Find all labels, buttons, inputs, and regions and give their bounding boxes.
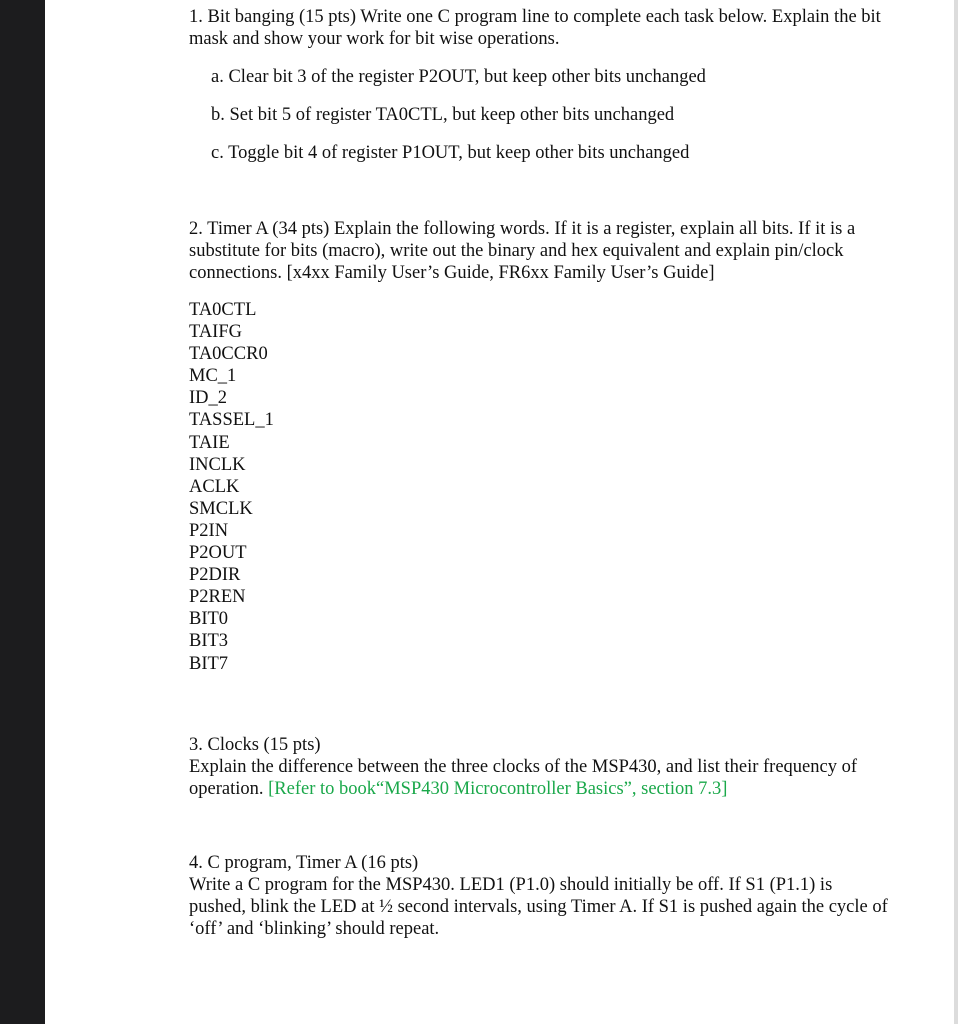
question-1-item-c: c. Toggle bit 4 of register P1OUT, but keep other bits unchanged bbox=[211, 143, 690, 163]
question-3-heading: 3. Clocks (15 pts) bbox=[189, 734, 321, 755]
question-3-text: Explain the difference between the three clocks of the MSP430, and list their frequency of operation. bbox=[189, 756, 858, 799]
term-item: BIT7 bbox=[189, 653, 229, 674]
term-item: INCLK bbox=[189, 454, 246, 475]
question-1-item-b: b. Set bit 5 of register TA0CTL, but keep other bits unchanged bbox=[211, 105, 675, 125]
term-item: TASSEL_1 bbox=[189, 410, 274, 431]
question-4-heading: 4. C program, Timer A (16 pts) bbox=[189, 852, 419, 873]
term-list bbox=[189, 299, 889, 675]
term-item: BIT0 bbox=[189, 609, 229, 630]
term-item: TA0CTL bbox=[189, 300, 257, 320]
term-item: P2OUT bbox=[189, 543, 247, 564]
term-item: TA0CCR0 bbox=[189, 344, 268, 365]
question-4 bbox=[189, 852, 889, 940]
question-3-body bbox=[189, 756, 889, 800]
term-item: MC_1 bbox=[189, 366, 237, 387]
term-item: TAIFG bbox=[189, 322, 242, 343]
document-page bbox=[189, 5, 889, 940]
question-1-heading: 1. Bit banging (15 pts) Write one C program line to complete each task below. Explain the bit mask and show your work for bit wise operations. bbox=[189, 7, 881, 49]
term-item: BIT3 bbox=[189, 631, 229, 652]
term-item: P2IN bbox=[189, 520, 229, 541]
question-3-reference: [Refer to book“MSP430 Microcontroller Basics”, section 7.3] bbox=[268, 778, 728, 799]
left-dark-margin bbox=[0, 0, 45, 1024]
term-item: SMCLK bbox=[189, 498, 253, 519]
question-2-heading: 2. Timer A (34 pts) Explain the following words. If it is a register, explain all bits. If it is a substitute for bits (macro), write out the binary and hex equivalent and explain pin/clock connections. [x4xx Family User’s Guide, FR6xx Family User’s Guide] bbox=[189, 219, 856, 283]
right-page-edge bbox=[954, 0, 958, 1024]
question-3 bbox=[189, 734, 889, 800]
question-2 bbox=[189, 218, 889, 675]
term-item: TAIE bbox=[189, 432, 230, 453]
question-4-body: Write a C program for the MSP430. LED1 (P1.0) should initially be off. If S1 (P1.1) is pushed, blink the LED at ½ second intervals, using Timer A. If S1 is pushed again the cycle of ‘off’ and ‘blinking’ should repeat. bbox=[189, 874, 888, 939]
term-item: P2REN bbox=[189, 587, 246, 608]
term-item: ACLK bbox=[189, 476, 240, 497]
term-item: ID_2 bbox=[189, 388, 228, 409]
question-1 bbox=[189, 6, 889, 164]
term-item: P2DIR bbox=[189, 565, 241, 586]
question-1-item-a: a. Clear bit 3 of the register P2OUT, but keep other bits unchanged bbox=[211, 67, 706, 87]
